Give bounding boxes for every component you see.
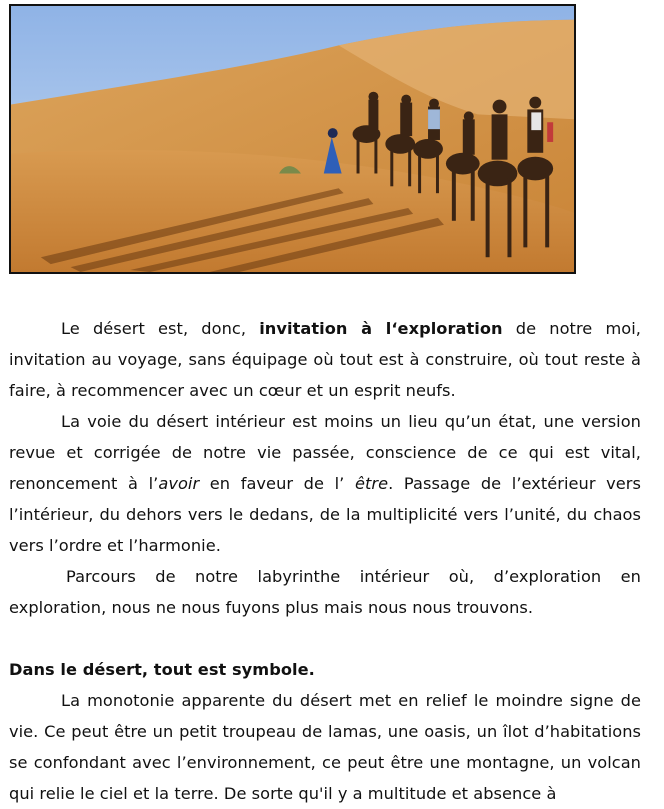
p1-text-end: de notre moi, invitation au voyage, sans équipage où tout est à construire, où tout reste à faire, à recommencer avec un cœur et un esprit neufs. [9, 319, 641, 400]
paragraph-monotony: La monotonie apparente du désert met en relief le moindre signe de vie. Ce peut être un petit troupeau de lamas, une oasis, un îlot d’habitations se confondant avec l’environnement, ce peut être une montagne, un volcan qui relie le ciel et la terre. De sorte qu'il y a multitude et absence à [9, 691, 641, 803]
paragraph-exploration [9, 313, 641, 406]
p1-bold-text: invitation à l‘exploration [259, 319, 503, 338]
p2-text-end: . Passage de l’extérieur vers l’intérieur, du dehors vers le dedans, de la multiplicité vers l’unité, du chaos vers l’ordre et l’harmonie. [9, 474, 642, 555]
p1-text: Le désert est, donc, [61, 319, 260, 338]
article-body [9, 313, 641, 809]
p2-text: La voie du désert intérieur est moins un lieu qu’un état, une version revue et corrigée de notre vie passée, conscience de ce qui est vital, renoncement à l’ [9, 412, 641, 493]
spacer [9, 623, 641, 654]
p2-italic-avoir: avoir [158, 474, 200, 493]
paragraph-labyrinth: Parcours de notre labyrinthe intérieur où, d’exploration en exploration, nous ne nous fuyons plus mais nous nous trouvons. [9, 567, 641, 617]
rider-shirt [428, 109, 440, 129]
p2-italic-etre: être [354, 474, 389, 493]
rider-bag [547, 122, 553, 142]
paragraph-interior-desert [9, 406, 641, 561]
rider-shirt [531, 112, 541, 130]
section-heading: Dans le désert, tout est symbole. [9, 660, 315, 679]
desert-caravan-photo [9, 4, 576, 274]
desert-caravan-illustration [11, 6, 574, 272]
p2-text: en faveur de l’ [199, 474, 355, 493]
